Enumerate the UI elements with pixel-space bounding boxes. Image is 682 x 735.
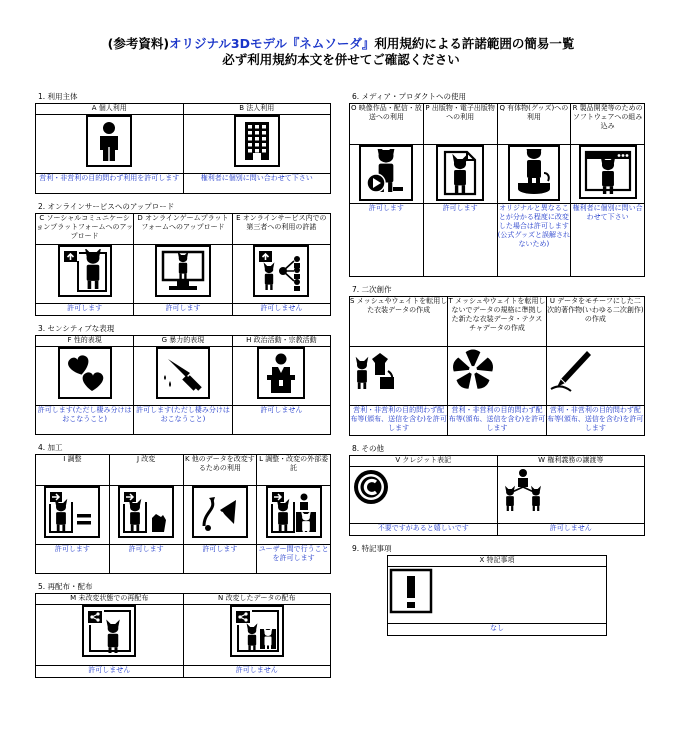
item-header: V クレジット表記: [350, 456, 498, 467]
person-icon: [90, 119, 128, 163]
permission-table: [349, 455, 645, 536]
page-title: [0, 36, 682, 68]
flower-texture-icon: [448, 347, 498, 393]
exclamation-icon: [388, 567, 434, 615]
title-suffix: 利用規約による許諾範囲の簡易一覧: [374, 36, 575, 51]
figure-icon: [512, 149, 556, 197]
item-result: 許可しません: [36, 666, 184, 678]
title-prefix: (参考資料): [107, 36, 170, 51]
copyright-icon: [350, 467, 392, 507]
item-result: 許可します: [423, 204, 497, 277]
section-s1: [35, 92, 331, 194]
permission-table: [35, 103, 331, 194]
item-header: T メッシュやウェイトを転用しないでデータの規格に準拠した新たな衣装データ・テクスチャデータの作成: [448, 297, 546, 347]
item-result: オリジナルと異なることが分かる程度に改変した場合は許可します(公式グッズと誤解されないため): [497, 204, 571, 277]
item-result: 許可しません: [183, 666, 331, 678]
permission-table: [35, 593, 331, 678]
item-result: 許可しません: [497, 524, 645, 536]
pen-icon: [547, 347, 597, 393]
item-result: 権利者に個別に問い合わせて下さい: [571, 204, 645, 277]
item-icon-cell: [350, 145, 424, 204]
item-header: P 出版物・電子出版物への利用: [423, 104, 497, 145]
item-icon-cell: [183, 486, 257, 545]
section-s5: [35, 582, 331, 678]
modify-icon: [122, 490, 170, 534]
item-icon-cell: [571, 145, 645, 204]
item-result: 許可しません: [232, 406, 330, 435]
item-header: M 未改変状態での再配布: [36, 594, 184, 605]
redistribute-icon: [86, 609, 132, 653]
section-title: 4. 加工: [38, 443, 63, 452]
item-result: 許可します: [36, 545, 110, 574]
section-title: 7. 二次創作: [352, 285, 392, 294]
permission-table: [35, 335, 331, 435]
item-header: K 他のデータを改変するための利用: [183, 455, 257, 486]
document-icon: [440, 149, 480, 197]
section-s8: [349, 444, 645, 536]
item-icon-cell: [183, 605, 331, 666]
share-users-icon: [257, 249, 305, 293]
item-icon-cell: [36, 245, 134, 304]
section-s9: [349, 544, 645, 636]
item-header: H 政治活動・宗教活動: [232, 336, 330, 347]
outsource-icon: [270, 490, 318, 534]
item-header: D オンラインゲームプラットフォームへのアップロード: [134, 214, 232, 245]
item-header: X 特記事項: [388, 556, 606, 567]
item-icon-cell: [350, 467, 498, 524]
section-title: 6. メディア・プロダクトへの使用: [352, 92, 466, 101]
section-s3: [35, 324, 331, 435]
item-icon-cell: [36, 347, 134, 406]
item-icon-cell: [448, 347, 546, 406]
permission-table: [349, 103, 645, 277]
item-header: F 性的表現: [36, 336, 134, 347]
transfer-rights-icon: [498, 467, 548, 511]
section-title: 8. その他: [352, 444, 385, 453]
software-window-icon: [583, 149, 633, 195]
item-header: L 調整・改変の外部委託: [257, 455, 331, 486]
item-icon-cell: [232, 245, 330, 304]
item-header: R 製品開発等のためのソフトウェアへの組み込み: [571, 104, 645, 145]
item-header: S メッシュやウェイトを転用した衣装データの作成: [350, 297, 448, 347]
item-icon-cell: [36, 115, 184, 174]
item-result: ユーザー間で行うことを許可します: [257, 545, 331, 574]
item-result: 許可します: [350, 204, 424, 277]
section-title: 1. 利用主体: [38, 92, 78, 101]
distribute-modified-icon: [234, 609, 280, 653]
section-title: 5. 再配布・配布: [38, 582, 93, 591]
item-result: 許可します: [183, 545, 257, 574]
item-result: 営利・非営利の目的問わず配布等(頒布、送信を含む)を許可します: [448, 406, 546, 436]
item-header: U データをモチーフにした二次的著作物(いわゆる二次創作)の作成: [546, 297, 644, 347]
item-icon-cell: [134, 245, 232, 304]
permission-table: [349, 296, 645, 436]
podium-icon: [261, 351, 301, 395]
item-header: G 暴力的表現: [134, 336, 232, 347]
section-s6: [349, 92, 645, 277]
section-s2: [35, 202, 331, 316]
item-icon-cell: [183, 115, 331, 174]
section-title: 3. センシティブな表現: [38, 324, 115, 333]
item-header: A 個人利用: [36, 104, 184, 115]
item-result: 営利・非営利の目的問わず配布等(頒布、送信を含む)を許可します: [546, 406, 644, 436]
right-column: [349, 92, 645, 636]
item-icon-cell: [423, 145, 497, 204]
hearts-icon: [62, 351, 108, 395]
item-result: 営利・非営利の目的問わず配布等(頒布、送信を含む)を許可します: [350, 406, 448, 436]
item-header: J 改変: [109, 455, 183, 486]
item-result: 許可します: [36, 304, 134, 316]
title-model-name: オリジナル3Dモデル『ネムソーダ』: [169, 36, 375, 51]
item-result: 営利・非営利の目的問わず利用を許可します: [36, 174, 184, 194]
item-header: E オンラインサービス内での第三者への利用の許諾: [232, 214, 330, 245]
item-icon-cell: [388, 567, 606, 624]
item-header: W 権利義務の譲渡等: [497, 456, 645, 467]
item-icon-cell: [109, 486, 183, 545]
item-header: O 映像作品・配信・放送への利用: [350, 104, 424, 145]
item-icon-cell: [36, 605, 184, 666]
item-result: 許可します: [134, 304, 232, 316]
item-result: 権利者に個別に問い合わせて下さい: [183, 174, 331, 194]
item-result: 許可します(ただし棲み分けはおこなうこと): [134, 406, 232, 435]
page-subtitle: 必ず利用規約本文を併せてご確認ください: [222, 52, 460, 67]
costume-transfer-icon: [350, 347, 400, 391]
left-column: [35, 92, 331, 678]
item-icon-cell: [257, 486, 331, 545]
section-s4: [35, 443, 331, 574]
item-result: 許可します: [109, 545, 183, 574]
item-icon-cell: [497, 467, 645, 524]
upload-person-icon: [62, 249, 108, 293]
section-title: 9. 特記事項: [352, 544, 392, 553]
item-header: I 調整: [36, 455, 110, 486]
item-header: C ソーシャルコミュニケーションプラットフォームへのアップロード: [36, 214, 134, 245]
item-result: 許可します(ただし棲み分けはおこなうこと): [36, 406, 134, 435]
video-icon: [363, 149, 409, 197]
item-icon-cell: [134, 347, 232, 406]
item-icon-cell: [350, 347, 448, 406]
morph-icon: [196, 490, 244, 534]
item-header: B 法人利用: [183, 104, 331, 115]
item-icon-cell: [232, 347, 330, 406]
item-result: 許可しません: [232, 304, 330, 316]
permission-table: [35, 454, 331, 574]
item-result: なし: [388, 624, 606, 636]
item-icon-cell: [36, 486, 110, 545]
permission-table: [387, 555, 606, 636]
item-icon-cell: [497, 145, 571, 204]
permission-table: [35, 213, 331, 316]
building-icon: [238, 119, 276, 163]
adjust-icon: [48, 490, 96, 534]
item-result: 不要ですがあると嬉しいです: [350, 524, 498, 536]
item-header: N 改変したデータの配布: [183, 594, 331, 605]
section-title: 2. オンラインサービスへのアップロード: [38, 202, 175, 211]
game-monitor-icon: [159, 249, 207, 293]
item-icon-cell: [546, 347, 644, 406]
item-header: Q 有体物(グッズ)への利用: [497, 104, 571, 145]
section-s7: [349, 285, 645, 436]
knife-icon: [160, 351, 206, 395]
